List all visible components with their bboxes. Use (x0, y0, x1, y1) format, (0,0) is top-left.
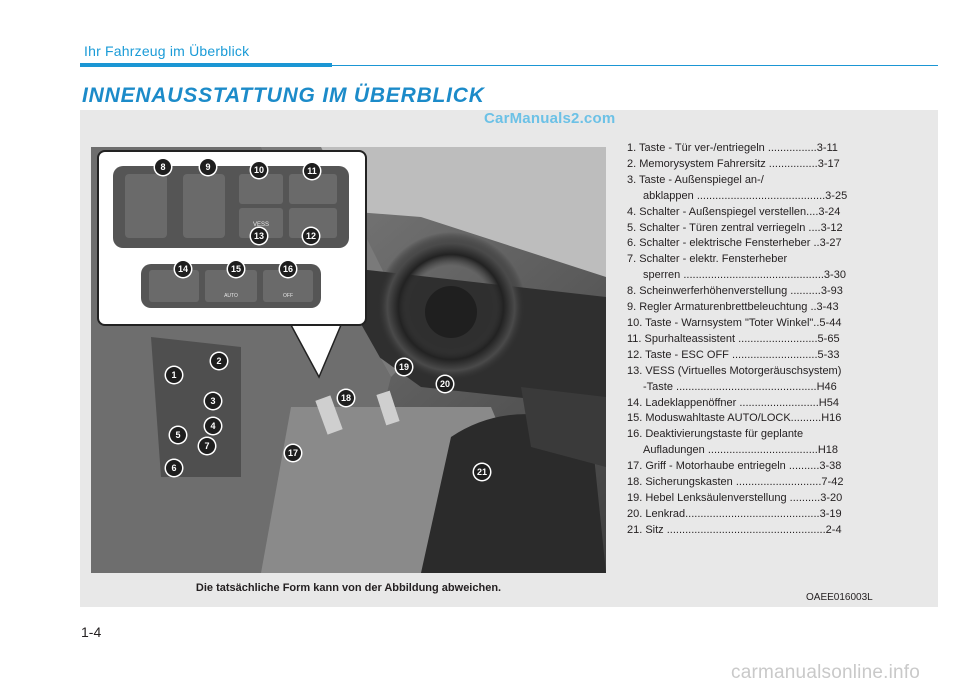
switch-inset (97, 150, 367, 326)
callout-21: 21 (474, 464, 490, 480)
legend-item: 3. Taste - Außenspiegel an-/ abklappen ..........................................3-25 (627, 173, 848, 202)
watermark-top[interactable]: CarManuals2.com (484, 110, 616, 127)
legend-item: 8. Scheinwerferhöhenverstellung ..........3-93 (627, 285, 843, 298)
footer-watermark[interactable]: carmanualsonline.info (731, 662, 921, 683)
callout-20: 20 (437, 376, 453, 392)
legend-item: 13. VESS (Virtuelles Motorgeräuschsystem) -Taste ..............................................H46 (627, 364, 842, 393)
callout-4: 4 (205, 418, 221, 434)
figure-code: OAEE016003L (806, 592, 873, 603)
component-legend (627, 141, 872, 539)
callout-13: 13 (251, 228, 267, 244)
callout-19: 19 (396, 359, 412, 375)
callout-3: 3 (205, 393, 221, 409)
callout-8: 8 (155, 159, 171, 175)
callout-14: 14 (175, 261, 191, 277)
callout-5: 5 (170, 427, 186, 443)
legend-item: 1. Taste - Tür ver-/entriegeln ................3-11 (627, 142, 838, 154)
vess-switch-label: VESS (252, 222, 270, 228)
callout-1: 1 (166, 367, 182, 383)
callout-16: 16 (280, 261, 296, 277)
legend-item: 20. Lenkrad............................................3-19 (627, 507, 842, 520)
callout-6: 6 (166, 460, 182, 476)
callout-10: 10 (251, 162, 267, 178)
legend-item: 5. Schalter - Türen zentral verriegeln ....3-12 (627, 221, 843, 234)
legend-item: 19. Hebel Lenksäulenverstellung ..........3-20 (627, 491, 843, 504)
legend-item: 9. Regler Armaturenbrettbeleuchtung ..3-43 (627, 301, 839, 314)
callout-17: 17 (285, 445, 301, 461)
dimmer-switch (183, 174, 225, 238)
legend-item: 14. Ladeklappenöffner ..........................H54 (627, 396, 839, 409)
chapter-title: INNENAUSSTATTUNG IM ÜBERBLICK (82, 84, 485, 107)
callout-2: 2 (211, 353, 227, 369)
bca-switch (239, 174, 283, 204)
callout-7: 7 (199, 438, 215, 454)
charge-door-switch (149, 270, 199, 302)
legend-item: 17. Griff - Motorhaube entriegeln ..........3-38 (627, 460, 842, 473)
legend-item: 2. Memorysystem Fahrersitz ................3-17 (627, 157, 840, 170)
callout-9: 9 (200, 159, 216, 175)
steering-hub-shape (425, 286, 477, 338)
legend-item: 11. Spurhalteassistent ..........................5-65 (627, 332, 840, 345)
callout-12: 12 (303, 228, 319, 244)
door-switch-area (151, 337, 241, 477)
section-title: Ihr Fahrzeug im Überblick (84, 43, 250, 59)
callout-15: 15 (228, 261, 244, 277)
legend-item: 10. Taste - Warnsystem "Toter Winkel"..5-44 (627, 316, 842, 329)
legend-item: 18. Sicherungskasten ............................7-42 (627, 476, 844, 489)
auto-switch-label: AUTO (224, 293, 238, 299)
callout-18: 18 (338, 390, 354, 406)
callout-11: 11 (304, 163, 320, 179)
legend-item: 16. Deaktivierungstaste für geplante Aufladungen ....................................H18 (627, 428, 839, 457)
header-rule-thin (332, 65, 938, 66)
legend-item: 4. Schalter - Außenspiegel verstellen....3-24 (627, 205, 841, 218)
header-rule-thick (80, 63, 332, 67)
switch-inset-illustration (99, 152, 365, 324)
legend-item: 7. Schalter - elektr. Fensterheber sperren ..............................................3-30 (627, 253, 846, 282)
headlamp-level-switch (125, 174, 167, 238)
off-switch-label: OFF (283, 293, 293, 299)
legend-item: 6. Schalter - elektrische Fensterheber ..3-27 (627, 237, 842, 250)
legend-item: 12. Taste - ESC OFF ............................5-33 (627, 348, 840, 361)
legend-item: 21. Sitz ....................................................2-4 (627, 523, 842, 536)
figure-caption: Die tatsächliche Form kann von der Abbildung abweichen. (195, 582, 502, 594)
legend-item: 15. Moduswahltaste AUTO/LOCK..........H16 (627, 412, 842, 425)
page-number: 1-4 (81, 624, 102, 640)
